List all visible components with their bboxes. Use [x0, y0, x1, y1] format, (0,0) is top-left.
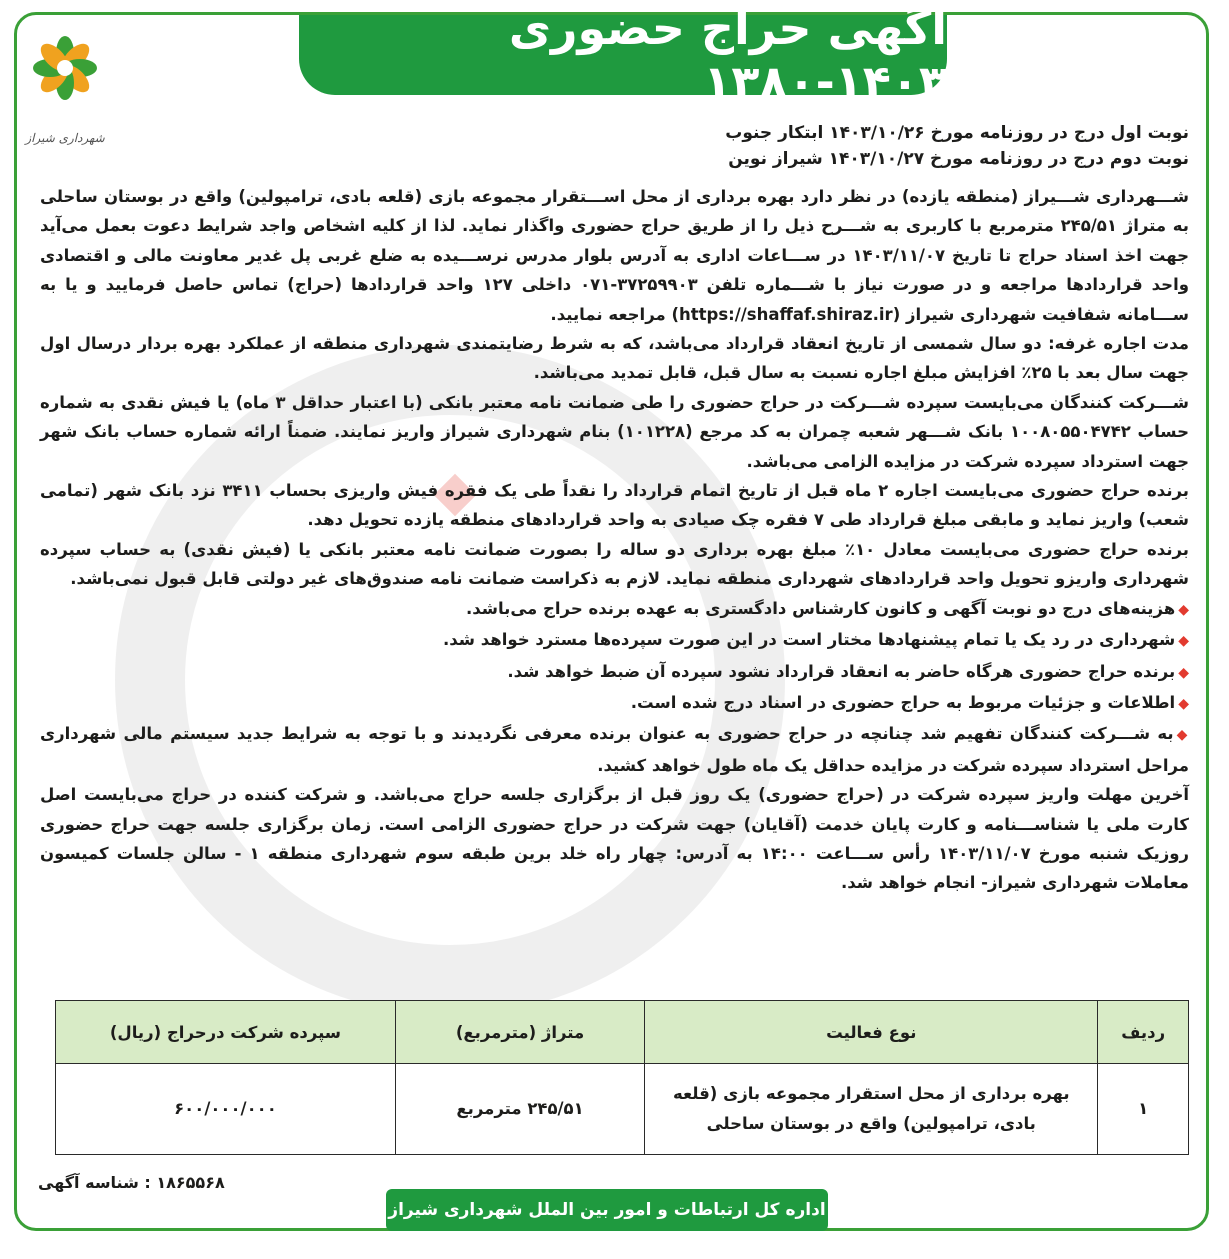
- paragraph: برنده حراج حضوری می‌بایست اجاره ۲ ماه قبل از تاریخ اتمام قرارداد را نقداً طی یک فقره فیش واریزی بحساب ۳۴۱۱ نزد بانک شهر (تمامی شعب) واریز نماید و مابقی مبلغ قرارداد طی ۷ فقره چک صیادی به واحد قراردادهای منطقه یازده تحویل دهد.: [40, 481, 1189, 530]
- cell-area: ۲۴۵/۵۱ مترمربع: [395, 1064, 644, 1155]
- col-row-number: ردیف: [1098, 1001, 1189, 1064]
- table-row: [56, 1064, 1189, 1155]
- ad-body: [40, 182, 1189, 898]
- shiraz-municipality-logo: [25, 30, 105, 160]
- bullet-item: ◆به شـــرکت کنندگان تفهیم شد چنانچه در حراج حضوری به عنوان برنده معرفی نگردیدند و با توجه به شرایط جدید سیستم مالی شهرداری مراحل استرداد سپرده شرکت در مزایده حداقل یک ماه طول خواهد کشید.: [40, 724, 1189, 775]
- publication-notices: [725, 120, 1189, 172]
- cell-row-number: ۱: [1098, 1064, 1189, 1155]
- footer-text: اداره کل ارتباطات و امور بین الملل شهرداری شیراز: [388, 1200, 826, 1220]
- paragraph: شـــهرداری شـــیراز (منطقه یازده) در نظر دارد بهره برداری از محل اســـتقرار مجموعه بازی (قلعه بادی، ترامپولین) واقع در بوستان ساحلی به متراژ ۲۴۵/۵۱ مترمربع با کاربری به شـــرح ذیل را از طریق حراج حضوری واگذار نماید. لذا از کلیه اشخاص واجد شرایط دعوت بعمل می‌آید جهت اخذ اسناد حراج تا تاریخ ۱۴۰۳/۱۱/۰۷ در ســـاعات اداری به آدرس بلوار مدرس نرســـیده به ضلع غربی پل غدیر معاونت مالی و اقتصادی واحد قراردادها مراجعه و در صورت نیاز با شـــماره تلفن ۳۷۲۵۹۹۰۳-۰۷۱ داخلی ۱۲۷ واحد قراردادها (حراج) تماس حاصل فرمایید و یا به ســـامانه شفافیت شهرداری شیراز (https://shaffaf.shiraz.ir) مراجعه نمایید.: [40, 187, 1189, 324]
- bullet-item: ◆هزینه‌های درج دو نوبت آگهی و کانون کارشناس دادگستری به عهده برنده حراج می‌باشد.: [465, 598, 1189, 618]
- diamond-bullet-icon: ◆: [1178, 664, 1189, 681]
- paragraph: شـــرکت کنندگان می‌بایست سپرده شـــرکت در حراج حضوری را طی ضمانت نامه معتبر بانکی (با اعتبار حداقل ۳ ماه) یا فیش نقدی به شماره حساب ۱۰۰۸۰۵۵۰۴۷۴۲ بانک شـــهر شعبه چمران به کد مرجع (۱۰۱۲۲۸) بنام شهرداری شیراز واریز نمایند. ضمناً ارائه شماره حساب بانک شهر جهت استرداد سپرده شرکت در مزایده الزامی می‌باشد.: [40, 392, 1190, 471]
- footer-bar: [386, 1189, 828, 1231]
- first-notice: نوبت اول درج در روزنامه مورخ ۱۴۰۳/۱۰/۲۶ ابتکار جنوب: [725, 123, 1189, 143]
- second-notice: نوبت دوم درج در روزنامه مورخ ۱۴۰۳/۱۰/۲۷ شیراز نوین: [728, 149, 1189, 169]
- logo-text: شهرداری شیراز: [25, 131, 105, 145]
- col-deposit: سپرده شرکت درحراج (ریال): [56, 1001, 396, 1064]
- bullet-item: ◆برنده حراج حضوری هرگاه حاضر به انعقاد قرارداد نشود سپرده آن ضبط خواهد شد.: [507, 661, 1189, 681]
- closing-paragraph: آخرین مهلت واریز سپرده شرکت در (حراج حضوری) یک روز قبل از برگزاری جلسه حراج می‌باشد. و شرکت کننده در حراج می‌بایست اصل کارت ملی یا شناســـنامه و کارت پایان خدمت (آقایان) جهت شرکت در حراج حضوری الزامی است. زمان برگزاری جلسه جهت حراج حضوری روزیک شنبه مورخ ۱۴۰۳/۱۱/۰۷ رأس ســـاعت ۱۴:۰۰ به آدرس: چهار راه خلد برین طبقه سوم شهرداری منطقه ۱ - سالن جلسات کمیسون معاملات شهرداری شیراز- انجام خواهد شد.: [40, 785, 1189, 893]
- paragraph: مدت اجاره غرفه: دو سال شمسی از تاریخ انعقاد قرارداد می‌باشد، که به شرط رضایتمندی شهرداری منطقه از عملکرد بهره بردار درسال اول جهت سال بعد با ۲۵٪ افزایش مبلغ اجاره نسبت به سال قبل، قابل تمدید می‌باشد.: [40, 334, 1189, 383]
- diamond-bullet-icon: ◆: [1176, 727, 1189, 744]
- table-header-row: [56, 1001, 1189, 1064]
- col-activity-type: نوع فعالیت: [645, 1001, 1098, 1064]
- page-title: آگهی حراج حضوری ۱۴۰۳-۱۳۸۰: [508, 1, 947, 109]
- title-banner: [299, 1, 947, 109]
- diamond-bullet-icon: ◆: [1178, 633, 1189, 650]
- paragraph: برنده حراج حضوری می‌بایست معادل ۱۰٪ مبلغ بهره برداری دو ساله را بصورت ضمانت نامه معتبر بانکی یا (فیش نقدی) به حساب سپرده شهرداری واریزو تحویل واحد قراردادهای شهرداری منطقه نماید. لازم به ذکراست ضمانت نامه صندوق‌های غیر دولتی قابل قبول نمی‌باشد.: [40, 539, 1189, 589]
- auction-table: [55, 1000, 1189, 1155]
- bullet-item: ◆اطلاعات و جزئیات مربوط به حراج حضوری در اسناد درج شده است.: [630, 692, 1189, 712]
- cell-activity-type: بهره برداری از محل استقرار مجموعه بازی (قلعه بادی، ترامپولین) واقع در بوستان ساحلی: [645, 1064, 1098, 1155]
- ad-id: ۱۸۶۵۵۶۸ : شناسه آگهی: [38, 1173, 225, 1192]
- diamond-bullet-icon: ◆: [1178, 695, 1189, 712]
- cell-deposit: ۶۰۰/۰۰۰/۰۰۰: [56, 1064, 396, 1155]
- bullet-item: ◆شهرداری در رد یک یا تمام پیشنهادها مختار است در این صورت سپرده‌ها مسترد خواهد شد.: [442, 630, 1189, 650]
- col-area: متراژ (مترمربع): [395, 1001, 644, 1064]
- diamond-bullet-icon: ◆: [1178, 601, 1189, 618]
